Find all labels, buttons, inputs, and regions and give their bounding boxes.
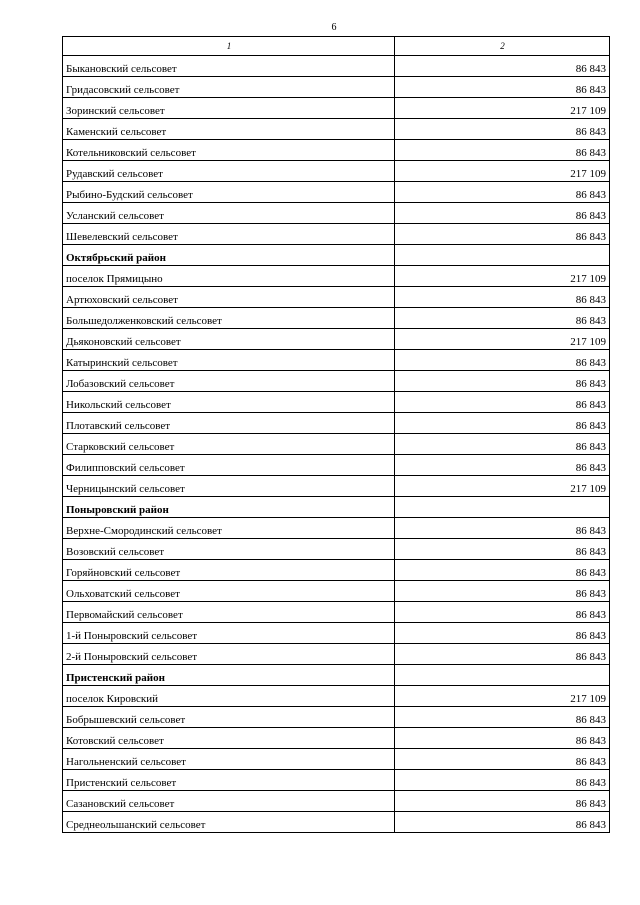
section-row	[63, 665, 610, 686]
table-row	[63, 791, 610, 812]
amount-cell: 86 843	[395, 644, 610, 665]
allocation-table	[62, 36, 610, 833]
municipality-name-cell: Каменский сельсовет	[63, 119, 395, 140]
municipality-name-cell: 2-й Поныровский сельсовет	[63, 644, 395, 665]
municipality-name-cell: Верхне-Смородинский сельсовет	[63, 518, 395, 539]
amount-cell	[395, 497, 610, 518]
amount-cell: 86 843	[395, 182, 610, 203]
municipality-name-cell: Усланский сельсовет	[63, 203, 395, 224]
table-row	[63, 623, 610, 644]
municipality-name-cell: Среднеольшанский сельсовет	[63, 812, 395, 833]
amount-cell: 86 843	[395, 203, 610, 224]
amount-cell: 86 843	[395, 728, 610, 749]
table-row	[63, 602, 610, 623]
table-row	[63, 560, 610, 581]
table-row	[63, 350, 610, 371]
amount-cell: 86 843	[395, 749, 610, 770]
amount-cell: 217 109	[395, 98, 610, 119]
table-row	[63, 77, 610, 98]
amount-cell: 86 843	[395, 455, 610, 476]
municipality-name-cell: Пристенский сельсовет	[63, 770, 395, 791]
municipality-name-cell: Филипповский сельсовет	[63, 455, 395, 476]
table-header-row	[63, 37, 610, 56]
municipality-name-cell: Котовский сельсовет	[63, 728, 395, 749]
amount-cell: 86 843	[395, 56, 610, 77]
amount-cell: 86 843	[395, 581, 610, 602]
municipality-name-cell: Никольский сельсовет	[63, 392, 395, 413]
amount-cell: 86 843	[395, 539, 610, 560]
table-row	[63, 140, 610, 161]
municipality-name-cell: 1-й Поныровский сельсовет	[63, 623, 395, 644]
table-row	[63, 812, 610, 833]
amount-cell: 86 843	[395, 392, 610, 413]
municipality-name-cell: Большедолженковский сельсовет	[63, 308, 395, 329]
table-row	[63, 161, 610, 182]
amount-cell: 86 843	[395, 371, 610, 392]
municipality-name-cell: Старковский сельсовет	[63, 434, 395, 455]
amount-cell: 86 843	[395, 119, 610, 140]
amount-cell: 86 843	[395, 77, 610, 98]
municipality-name-cell: Зоринский сельсовет	[63, 98, 395, 119]
column-header-1: 1	[63, 37, 395, 56]
table-row	[63, 539, 610, 560]
table-row	[63, 56, 610, 77]
municipality-name-cell: Бобрышевский сельсовет	[63, 707, 395, 728]
municipality-name-cell: Рыбино-Будский сельсовет	[63, 182, 395, 203]
table-row	[63, 392, 610, 413]
amount-cell: 86 843	[395, 707, 610, 728]
table-row	[63, 455, 610, 476]
table-row	[63, 224, 610, 245]
municipality-name-cell: поселок Прямицыно	[63, 266, 395, 287]
district-name-cell: Пристенский район	[63, 665, 395, 686]
table-row	[63, 119, 610, 140]
district-name-cell: Поныровский район	[63, 497, 395, 518]
table-row	[63, 581, 610, 602]
municipality-name-cell: Плотавский сельсовет	[63, 413, 395, 434]
municipality-name-cell: Артюховский сельсовет	[63, 287, 395, 308]
municipality-name-cell: Гридасовский сельсовет	[63, 77, 395, 98]
amount-cell: 86 843	[395, 224, 610, 245]
municipality-name-cell: Сазановский сельсовет	[63, 791, 395, 812]
municipality-name-cell: Быкановский сельсовет	[63, 56, 395, 77]
table-row	[63, 182, 610, 203]
page-number: 6	[331, 22, 337, 33]
amount-cell	[395, 245, 610, 266]
amount-cell: 86 843	[395, 602, 610, 623]
municipality-name-cell: Катыринский сельсовет	[63, 350, 395, 371]
amount-cell: 217 109	[395, 476, 610, 497]
municipality-name-cell: Ольховатский сельсовет	[63, 581, 395, 602]
municipality-name-cell: Дьяконовский сельсовет	[63, 329, 395, 350]
amount-cell: 217 109	[395, 266, 610, 287]
municipality-name-cell: Шевелевский сельсовет	[63, 224, 395, 245]
amount-cell: 86 843	[395, 791, 610, 812]
table-row	[63, 770, 610, 791]
amount-cell: 217 109	[395, 686, 610, 707]
amount-cell: 86 843	[395, 812, 610, 833]
municipality-name-cell: поселок Кировский	[63, 686, 395, 707]
table-row	[63, 518, 610, 539]
amount-cell: 86 843	[395, 308, 610, 329]
municipality-name-cell: Горяйновский сельсовет	[63, 560, 395, 581]
amount-cell: 86 843	[395, 623, 610, 644]
amount-cell: 86 843	[395, 413, 610, 434]
municipality-name-cell: Первомайский сельсовет	[63, 602, 395, 623]
amount-cell: 86 843	[395, 287, 610, 308]
table-row	[63, 287, 610, 308]
amount-cell: 86 843	[395, 518, 610, 539]
table-row	[63, 266, 610, 287]
district-name-cell: Октябрьский район	[63, 245, 395, 266]
table-row	[63, 749, 610, 770]
table-row	[63, 686, 610, 707]
amount-cell: 217 109	[395, 329, 610, 350]
municipality-name-cell: Лобазовский сельсовет	[63, 371, 395, 392]
table-row	[63, 476, 610, 497]
municipality-name-cell: Нагольненский сельсовет	[63, 749, 395, 770]
table-body	[63, 37, 610, 833]
amount-cell: 217 109	[395, 161, 610, 182]
table-row	[63, 644, 610, 665]
table-row	[63, 371, 610, 392]
municipality-name-cell: Черницынский сельсовет	[63, 476, 395, 497]
municipality-name-cell: Рудавский сельсовет	[63, 161, 395, 182]
section-row	[63, 245, 610, 266]
table-row	[63, 329, 610, 350]
amount-cell: 86 843	[395, 770, 610, 791]
table-row	[63, 413, 610, 434]
table-row	[63, 728, 610, 749]
amount-cell: 86 843	[395, 140, 610, 161]
table-row	[63, 308, 610, 329]
column-header-2: 2	[395, 37, 610, 56]
table-row	[63, 98, 610, 119]
amount-cell: 86 843	[395, 434, 610, 455]
amount-cell: 86 843	[395, 350, 610, 371]
amount-cell: 86 843	[395, 560, 610, 581]
table-row	[63, 203, 610, 224]
section-row	[63, 497, 610, 518]
municipality-name-cell: Котельниковский сельсовет	[63, 140, 395, 161]
table-row	[63, 707, 610, 728]
municipality-name-cell: Возовский сельсовет	[63, 539, 395, 560]
amount-cell	[395, 665, 610, 686]
table-row	[63, 434, 610, 455]
